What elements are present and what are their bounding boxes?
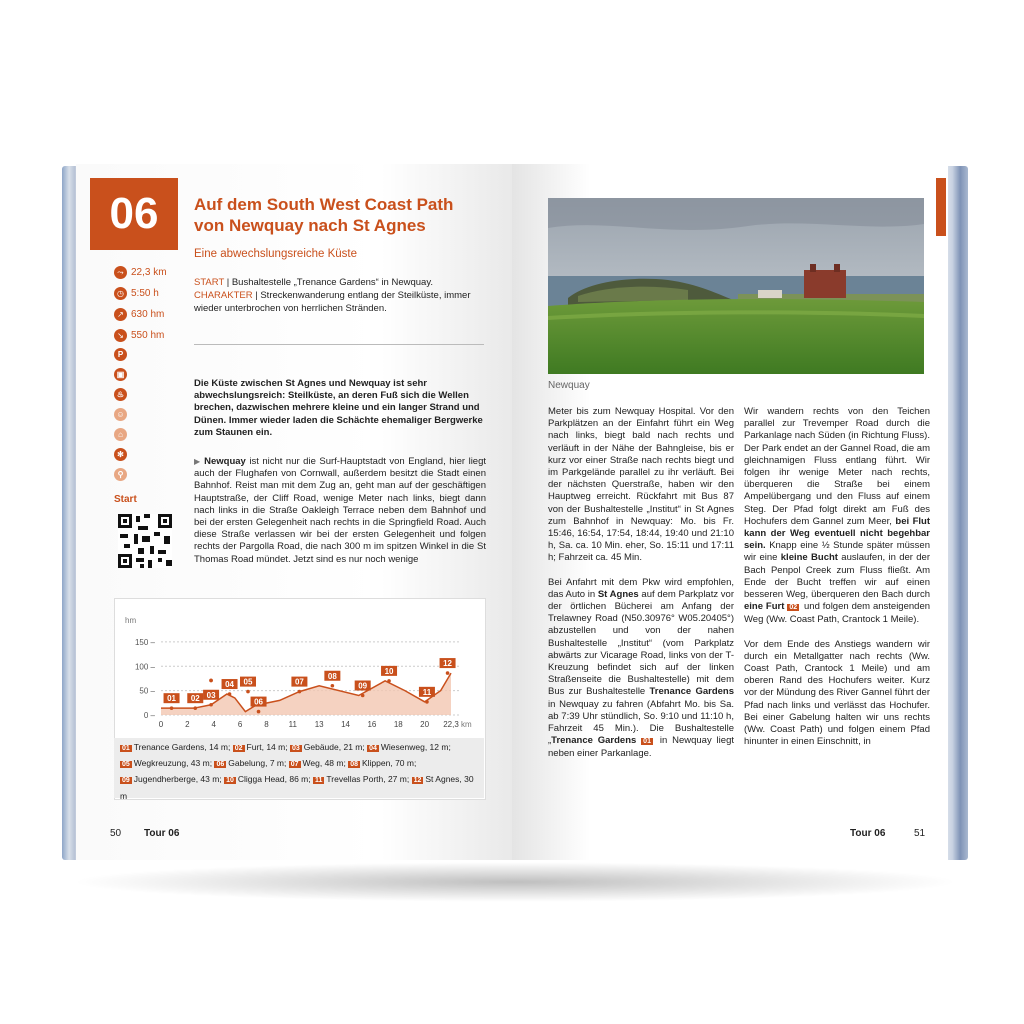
body-text: ist nicht nur die Surf-Hauptstadt von England, hier liegt auch der Flughafen von Cornwall, außerdem besitzt die Stadt einen Bahnhof. Reist man mit dem Zug an, geht man auf der geschäftigen Hauptstraße, der Cliff Road, wenige Meter nach links, biegt dann nach links in die Straße Oakleigh Terrace neben dem Bahnhof und bei der ersten Gelegenheit nach rechts in die Springfield Road. Auch diese Straße verlassen wir bei der ersten Gelegenheit und folgen rechts der Pargolla Road, die nach 300 m im spitzen Winkel in die St Thomas Road mündet. Jetzt sind es nur noch wenige [194, 456, 487, 565]
stat-value: 5:50 h [131, 288, 159, 299]
character-info-text: | Streckenwanderung entlang der Steilküste, immer wieder unterbrochen von herrlichen Stränden. [194, 290, 471, 314]
waypoint-marker [387, 679, 391, 683]
waypoint-label: 04 [225, 680, 234, 690]
x-tick-label: 14 [341, 720, 350, 729]
strong-text: Trenance Gardens [551, 735, 637, 747]
y-tick-label: 0 – [143, 711, 155, 720]
strong-text: bei Flut kann der Weg eventuell nicht begehbar sein. [744, 515, 930, 552]
start-info [194, 276, 484, 289]
clock-icon: ◷ [114, 287, 127, 300]
waypoint-label: 11 [422, 687, 432, 697]
y-tick-label: 50 – [139, 686, 155, 696]
y-tick-label: 150 – [134, 637, 155, 647]
tour-number-badge: 06 [90, 178, 178, 250]
col2-paragraph-2: Vor dem Ende des Anstiegs wandern wir durch ein Metallgatter nach rechts (Ww. Coast Path, Crantock 1 Meile) und am oberen Rand des Hochufers weiter. Kurz vor der Mündung des River Gannel führt der Pfad nach links und verlässt das Hochufer. Bei einer Gabelung halten wir uns rechts (Ww. Coast Path) und folgen einem Pfad hinunter in einen Einschnitt, in [744, 638, 930, 748]
legend-tag: 05 [122, 761, 130, 769]
bike-icon: ⚲ [114, 468, 127, 481]
text: und folgen dem ansteigenden Weg (Ww. Coast Path, Crantock 1 Meile). [744, 601, 931, 626]
legend-tag: 09 [122, 777, 130, 785]
legend-text: Wegkreuzung, 43 m; [133, 758, 215, 769]
waypoint-label: 09 [358, 681, 368, 691]
x-tick-label: 4 [211, 720, 216, 729]
start-info-label: START [194, 277, 225, 288]
waypoint-label: 06 [254, 697, 263, 707]
waypoint-label: 01 [167, 694, 176, 704]
legend-text: Wiesenweg, 12 m; [380, 742, 451, 752]
stat-descent [114, 325, 184, 346]
text: in Newquay zu fahren (Abfahrt Mo. bis Sa. ab 7:39 Uhr stündlich, So. 9:10 und 11:10 h, Fahrzeit 45 Min.). Die Bushaltestelle „ [548, 698, 734, 747]
distance-icon: ⤳ [114, 266, 127, 279]
x-tick-label: 11 [288, 720, 297, 729]
waypoint-tag: 01 [643, 738, 651, 746]
legend-text: Klippen, 70 m; [361, 758, 417, 769]
body-strong: Newquay [204, 456, 246, 467]
waypoint-label: 05 [243, 677, 253, 687]
waypoint-marker [446, 671, 450, 675]
book-shadow [70, 862, 960, 902]
waypoint-legend [114, 738, 484, 801]
x-tick-label: 6 [237, 720, 243, 729]
qr-code[interactable] [118, 514, 172, 568]
chapter-tab [936, 178, 946, 236]
tour-title-line2: von Newquay nach St Agnes [194, 216, 426, 235]
waypoint-marker [193, 706, 197, 710]
text: in Newquay liegt neben einer Parkanlage. [548, 735, 734, 760]
waypoint-label: 02 [190, 694, 200, 704]
hut-icon: ⌂ [114, 428, 127, 441]
elevation-chart-svg [115, 599, 485, 739]
strong-text: kleine Bucht [780, 552, 838, 564]
legend-text: Trevellas Porth, 27 m; [326, 774, 412, 785]
text: Knapp eine ½ Stunde später müssen wir eine [744, 540, 930, 564]
waypoint-marker [209, 703, 213, 707]
play-icon: ▶ [194, 457, 205, 466]
feature-icons [114, 348, 134, 488]
stat-value: 630 hm [131, 309, 165, 320]
parking-icon: P [114, 348, 127, 361]
legend-tag: 04 [369, 745, 377, 752]
legend-tag: 11 [314, 777, 323, 785]
descent-icon: ↘ [114, 329, 127, 342]
strong-text: eine Furt [744, 601, 785, 613]
divider [194, 344, 484, 345]
tour-subtitle: Eine abwechslungsreiche Küste [194, 248, 358, 260]
y-tick-label: 100 – [134, 662, 155, 672]
page-number-left: 50 [110, 828, 122, 839]
waypoint-label: 03 [206, 690, 216, 700]
text-column-1 [548, 406, 734, 773]
x-tick-label: 8 [264, 720, 269, 729]
col2-paragraph-1 [744, 406, 930, 627]
food-icon: ♨ [114, 388, 127, 401]
character-info-label: CHARAKTER [194, 290, 253, 301]
stat-duration [114, 283, 184, 304]
x-tick-label: 20 [420, 720, 430, 729]
page-number-right: 51 [914, 828, 926, 839]
col1-paragraph-1: Meter bis zum Newquay Hospital. Vor den Parkplätzen an der Einfahrt führt ein Weg nach links, biegt bald nach rechts und verläuft in der Nähe der Bahngleise, bis er kurz vor einer Straße nach rechts biegt und im Parkgelände parallel zu ihr verläuft. Bei der nächsten Querstraße, haben wir den Hauptweg erreicht. Rückfahrt mit Bus 87 von der Bushaltestelle „Institut“ in St Agnes zum Bahnhof in Newquay: Mo. bis Fr. 15:46, 16:54, 17:54, 18:44, 19:40 und 21:10 h, Sa. ca. 10 Min. eher, So. 15:11 und 17:11 h; Fahrzeit ca. 45 Min. [548, 406, 734, 564]
tour-meta [194, 276, 484, 315]
bus-icon: ▣ [114, 368, 127, 381]
text: Bei Anfahrt mit dem Pkw wird empfohlen, das Auto in [548, 576, 734, 600]
x-tick-label: 16 [367, 720, 377, 729]
waypoint-marker [331, 684, 335, 688]
waypoint-marker [228, 692, 232, 696]
text: auslaufen, in der der Bach Penpol Creek zum Fluss fließt. Am Ende der Bucht treffen wir auf einen besseren Weg, überqueren den Bach durch [744, 552, 930, 601]
legend-text: Gabelung, 7 m; [228, 758, 289, 769]
start-label: Start [114, 494, 137, 505]
newquay-photo [548, 198, 924, 374]
waypoint-marker [257, 710, 261, 714]
legend-tag: 01 [122, 745, 130, 752]
photo-caption: Newquay [548, 380, 590, 391]
legend-tag: 06 [216, 761, 225, 769]
legend-text: Gebäude, 21 m; [303, 742, 368, 752]
text: auf dem Parkplatz vor der örtlichen Bücherei am Anfang der Trelawney Road (N50.30976° W05.20405°) abzustellen und von der nahen Bushaltestelle „Institut“ (vom Parkplatz abwärts zur Vicarage Road, links von der T-Kreuzung befindet sich auf der linken Straßenseite die Bushaltestelle) mit dem Bus zur Bushaltestelle [548, 588, 734, 698]
waypoint-tag: 02 [789, 604, 798, 612]
text: Wir wandern rechts von den Teichen parallel zur Trevemper Road durch die Parkanlage nach Süden (in Richtung Fluss). Der Park endet an der Gannel Road, die am gleichnamigen Fluss entlang führt. Wir folgen ihr wenige Meter nach rechts, überqueren die Straße bei einem Ampelübergang und den Fluss auf einem Steg. Der Pfad folgt direkt am Fuß des Hochufers dem Gannel zum Meer, [744, 406, 930, 527]
y-axis-unit: hm [125, 616, 137, 625]
right-page [512, 164, 948, 860]
photo-illustration [548, 198, 924, 374]
x-tick-label: 18 [393, 720, 403, 729]
left-page [76, 164, 512, 860]
stat-ascent [114, 304, 184, 325]
strong-text: Trenance Gardens [649, 686, 734, 698]
x-tick-label: 13 [314, 720, 324, 729]
legend-text: Weg, 48 m; [302, 758, 349, 769]
legend-text: St Agnes, 30 m [120, 774, 474, 801]
food-icon: ● [208, 674, 214, 685]
ascent-icon: ↗ [114, 308, 127, 321]
x-tick-label: 2 [185, 720, 190, 729]
waypoint-marker [246, 690, 250, 694]
stat-value: 22,3 km [131, 267, 167, 278]
snow-icon: ✻ [114, 448, 127, 461]
legend-text: Trenance Gardens, 14 m; [133, 742, 233, 752]
footer-tour-right: Tour 06 [850, 828, 886, 839]
waypoint-marker [170, 706, 174, 710]
stat-value: 550 hm [131, 330, 165, 341]
waypoint-label: 08 [327, 671, 337, 681]
legend-text: Cligga Head, 86 m; [237, 774, 313, 785]
waypoint-marker [298, 690, 302, 694]
text-column-2 [744, 406, 930, 760]
legend-text: Jugendherberge, 43 m; [133, 774, 225, 785]
legend-tag: 07 [290, 761, 299, 769]
character-info [194, 289, 484, 315]
legend-text: Furt, 14 m; [246, 742, 290, 752]
legend-tag: 08 [350, 761, 358, 769]
start-info-text: | Bushaltestelle „Trenance Gardens“ in Newquay. [224, 277, 434, 288]
tour-title [194, 194, 494, 236]
waypoint-label: 10 [384, 666, 394, 676]
strong-text: St Agnes [597, 588, 639, 600]
lead-paragraph: Die Küste zwischen St Agnes und Newquay ist sehr abwechslungsreich: Steilküste, an deren Fuß sich die Wellen brechen, dazwischen mehrere kleine und ein langer Strand und Dünen. Immer wieder laden die Schächte ehemaliger Bergwerke zum Staunen ein. [194, 378, 483, 438]
child-icon: ☺ [114, 408, 127, 421]
legend-tag: 10 [226, 777, 234, 785]
legend-tag: 12 [413, 777, 422, 785]
stat-distance [114, 262, 184, 283]
waypoint-marker [361, 694, 365, 698]
waypoint-label: 12 [443, 659, 453, 669]
col1-paragraph-2 [548, 577, 734, 761]
footer-tour-left: Tour 06 [144, 828, 180, 839]
legend-tag: 02 [234, 745, 243, 752]
waypoint-marker [425, 700, 429, 704]
x-tick-label: 0 [158, 720, 164, 729]
body-paragraph [194, 456, 486, 566]
tour-title-line1: Auf dem South West Coast Path [194, 195, 454, 214]
x-axis-unit: km [461, 720, 472, 729]
waypoint-label: 07 [294, 677, 304, 687]
stats-list [114, 262, 184, 346]
x-tick-label: 22,3 [443, 720, 459, 729]
legend-tag: 03 [291, 745, 300, 752]
